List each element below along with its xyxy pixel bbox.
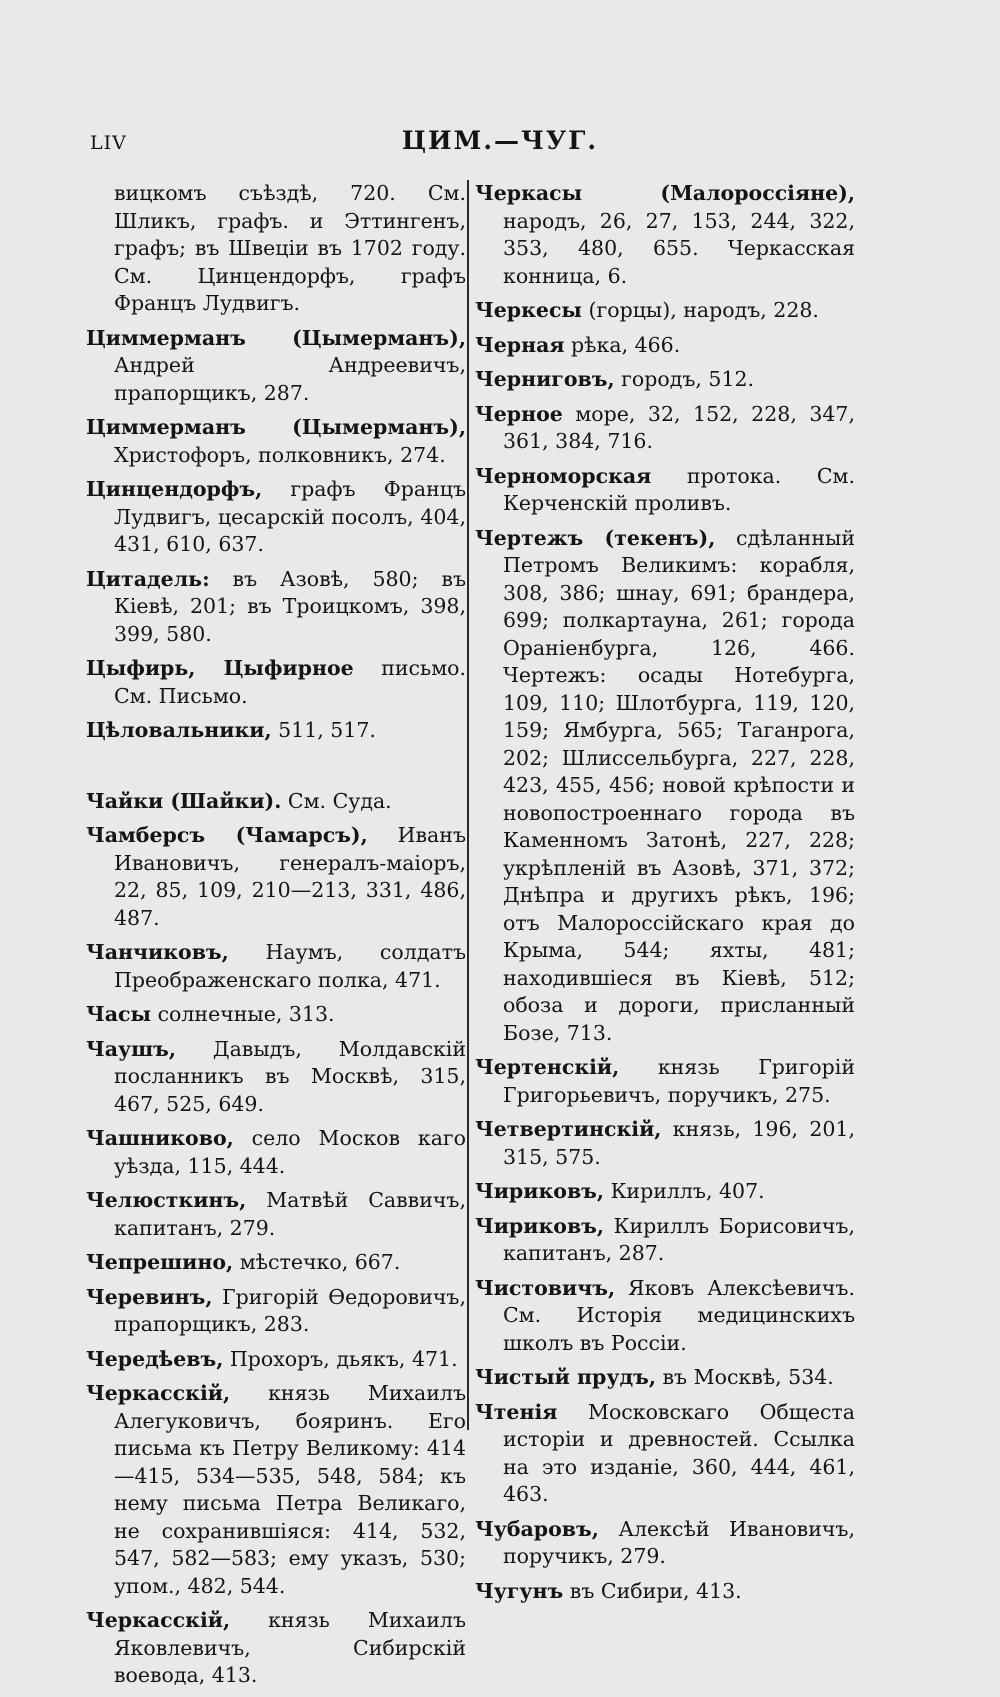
entry-term: Четвертинскій, [475, 1117, 662, 1141]
index-entry [475, 1178, 855, 1206]
entry-term: Цыфирь, Цыфирное [86, 656, 354, 680]
entry-term: Чанчиковъ, [86, 940, 229, 964]
index-entry [86, 566, 466, 649]
entry-term: Чамберсъ (Чамарсъ), [86, 823, 368, 847]
entry-term: Чертежъ (текенъ), [475, 525, 716, 550]
index-entry [86, 1346, 466, 1374]
entry-text: Яковъ Алексѣевичъ. См. Исторія медицинскихъ школъ въ Россіи. [503, 1275, 855, 1355]
entry-term: Челюсткинъ, [86, 1188, 247, 1212]
entry-term: Часы [86, 1002, 152, 1026]
index-entry [475, 180, 855, 290]
index-entry [475, 401, 855, 456]
entry-term: Черниговъ, [475, 367, 615, 391]
index-entry [86, 717, 466, 745]
entry-term: Цинцендорфъ, [86, 477, 263, 501]
entry-term: Чайки (Шайки). [86, 788, 282, 813]
entry-text: Иванъ Ивановичъ, генералъ-маіоръ, 22, 85, 109, 210—213, 331, 486, 487. [114, 823, 466, 930]
index-entry [86, 939, 466, 994]
entry-text: Давыдъ, Молдавскій посланникъ въ Москвѣ, 315, 467, 525, 649. [114, 1036, 466, 1116]
entry-text: городъ, 512. [614, 367, 755, 391]
entry-text: Андрей Андреевичъ, прапорщикъ, 287. [114, 353, 466, 405]
entry-text: графъ Францъ Лудвигъ, цесарскій посолъ, 404, 431, 610, 637. [114, 477, 466, 556]
index-entry [475, 1578, 855, 1606]
entry-text: рѣка, 466. [564, 332, 681, 357]
entry-term: Чириковъ, [475, 1213, 605, 1238]
index-entry [475, 525, 855, 1048]
entry-text: Кириллъ, 407. [604, 1179, 765, 1203]
entry-text: море, 32, 152, 228, 347, 361, 384, 716. [503, 401, 855, 453]
entry-term: Чириковъ, [475, 1179, 605, 1203]
entry-term: Черная [475, 332, 565, 357]
entry-term: Черкасскій, [86, 1381, 231, 1405]
index-entry [86, 655, 466, 710]
running-head: ЦИМ.—ЧУГ. [401, 126, 599, 155]
index-entry [475, 1399, 855, 1509]
index-entry [475, 1116, 855, 1171]
index-entry [86, 1249, 466, 1277]
index-entry [86, 822, 466, 932]
entry-text: См. Суда. [281, 788, 392, 813]
entry-term: Чертенскій, [475, 1055, 620, 1079]
entry-text: 511, 517. [271, 718, 376, 742]
entry-term: Циммерманъ (Цымерманъ), [86, 415, 466, 439]
entry-text: князь Михаилъ Алегуковичъ, бояринъ. Его письма къ Петру Великому: 414—415, 534—535, 548, 584; къ нему письма Петра Великаго, не сохранившіяся: 414, 532, 547, 582—583; ему указъ, 530; упом., 482, 544. [114, 1381, 466, 1598]
entry-text: въ Азовѣ, 580; въ Кіевѣ, 201; въ Троицкомъ, 398, 399, 580. [114, 566, 466, 646]
index-entry [86, 476, 466, 559]
entry-term: Цѣловальники, [86, 718, 272, 742]
index-entry [86, 1036, 466, 1119]
entry-text: народъ, 26, 27, 153, 244, 322, 353, 480, 655. Черкасская конница, 6. [503, 208, 855, 288]
index-entry [86, 1607, 466, 1690]
entry-text: протока. См. Керченскій проливъ. [503, 463, 855, 515]
entry-term: Чепрешино, [86, 1250, 234, 1274]
entry-text: сдѣланный Петромъ Великимъ: корабля, 308, 386; шнау, 691; брандера, 699; полкартауна, 261; города Ораніенбурга, 126, 466. Чертежъ: осады Нотебурга, 109, 110; Шлотбурга, 119, 120, 159; Ямбурга, 565; Таганрога, 202; Шлиссельбурга, 227, 228, 423, 455, 456; новой крѣпости и новопостроеннаго города въ Каменномъ Затонѣ, 227, 228; укрѣпленій въ Азовѣ, 371, 372; Днѣпра и другихъ рѣкъ, 196; отъ Малороссійскаго края до Крыма, 544; яхты, 481; находившіеся въ Кіевѣ, 512; обоза и дороги, присланный Бозе, 713. [503, 525, 855, 1045]
index-entry [475, 332, 855, 360]
right-column [475, 180, 855, 1612]
entry-text: Матвѣй Саввичъ, капитанъ, 279. [114, 1188, 466, 1240]
entry-text: вицкомъ съѣздѣ, 720. См. Шликъ, графъ. и Эттингенъ, графъ; въ Швеціи въ 1702 году. См. Цинцендорфъ, графъ Францъ Лудвигъ. [114, 181, 466, 315]
entry-term: Чередѣевъ, [86, 1346, 224, 1371]
entry-term: Черноморская [475, 463, 652, 488]
entry-term: Черкасы (Малороссіяне), [475, 181, 855, 205]
entry-text: село Москов кaго уѣзда, 115, 444. [114, 1126, 466, 1178]
entry-text: князь Михаилъ Яковлевичъ, Сибирскій воевода, 413. [114, 1608, 466, 1687]
index-entry [475, 1364, 855, 1392]
index-entry [475, 1213, 855, 1268]
index-entry [86, 1284, 466, 1339]
index-entry [86, 1187, 466, 1242]
entry-term: Чугунъ [475, 1578, 564, 1603]
index-entry [86, 325, 466, 408]
index-entry [86, 1125, 466, 1180]
index-entry [86, 1380, 466, 1600]
index-entry [475, 297, 855, 325]
entry-text: (горцы), народъ, 228. [581, 298, 819, 322]
entry-text: Алексѣй Ивановичъ, поручикъ, 279. [503, 1516, 855, 1568]
entry-text: князь Григорій Григорьевичъ, поручикъ, 275. [503, 1055, 855, 1107]
index-entry [475, 463, 855, 518]
entry-text: Прохоръ, дьякъ, 471. [223, 1346, 458, 1371]
entry-text: въ Сибири, 413. [563, 1578, 742, 1603]
page-header [0, 126, 1000, 162]
entry-term: Чтенія [475, 1399, 558, 1424]
entry-term: Чашниково, [86, 1126, 234, 1150]
entry-text: письмо. См. Письмо. [114, 656, 466, 708]
entry-term: Черевинъ, [86, 1284, 213, 1309]
entry-text: Наумъ, солдатъ Преображенскаго полка, 471. [114, 940, 466, 992]
index-entry [475, 1275, 855, 1358]
entry-term: Черное [475, 401, 563, 426]
column-divider [467, 180, 469, 1430]
index-entry [475, 1054, 855, 1109]
entry-text: Московскаго Общеста исторіи и древностей. Ссылка на это изданіе, 360, 444, 461, 463. [503, 1399, 855, 1506]
entry-term: Циммерманъ (Цымерманъ), [86, 325, 466, 350]
entry-term: Чаушъ, [86, 1036, 177, 1061]
letter-section-gap [86, 752, 466, 788]
entry-text: Христофоръ, полковникъ, 274. [114, 442, 446, 467]
entry-text: Кириллъ Борисовичъ, капитанъ, 287. [503, 1213, 855, 1265]
entry-text: князь, 196, 201, 315, 575. [503, 1117, 855, 1169]
entry-term: Чистый прудъ, [475, 1365, 656, 1389]
entry-term: Чубаровъ, [475, 1516, 599, 1541]
index-entry [86, 1001, 466, 1029]
index-entry [86, 180, 466, 318]
entry-text: солнечные, 313. [151, 1002, 335, 1026]
index-entry [86, 414, 466, 469]
entry-term: Цитадель: [86, 566, 210, 591]
entry-text: Григорій Ѳедоровичъ, прапорщикъ, 283. [114, 1284, 466, 1336]
entry-term: Черкесы [475, 298, 582, 322]
index-entry [475, 1516, 855, 1571]
entry-term: Черкасскій, [86, 1608, 231, 1632]
entry-term: Чистовичъ, [475, 1275, 616, 1300]
index-entry [86, 788, 466, 816]
index-entry [475, 366, 855, 394]
entry-text: въ Москвѣ, 534. [656, 1365, 834, 1389]
page-number: LIV [90, 132, 127, 154]
entry-text: мѣстечко, 667. [233, 1250, 401, 1274]
left-column [86, 180, 466, 1697]
